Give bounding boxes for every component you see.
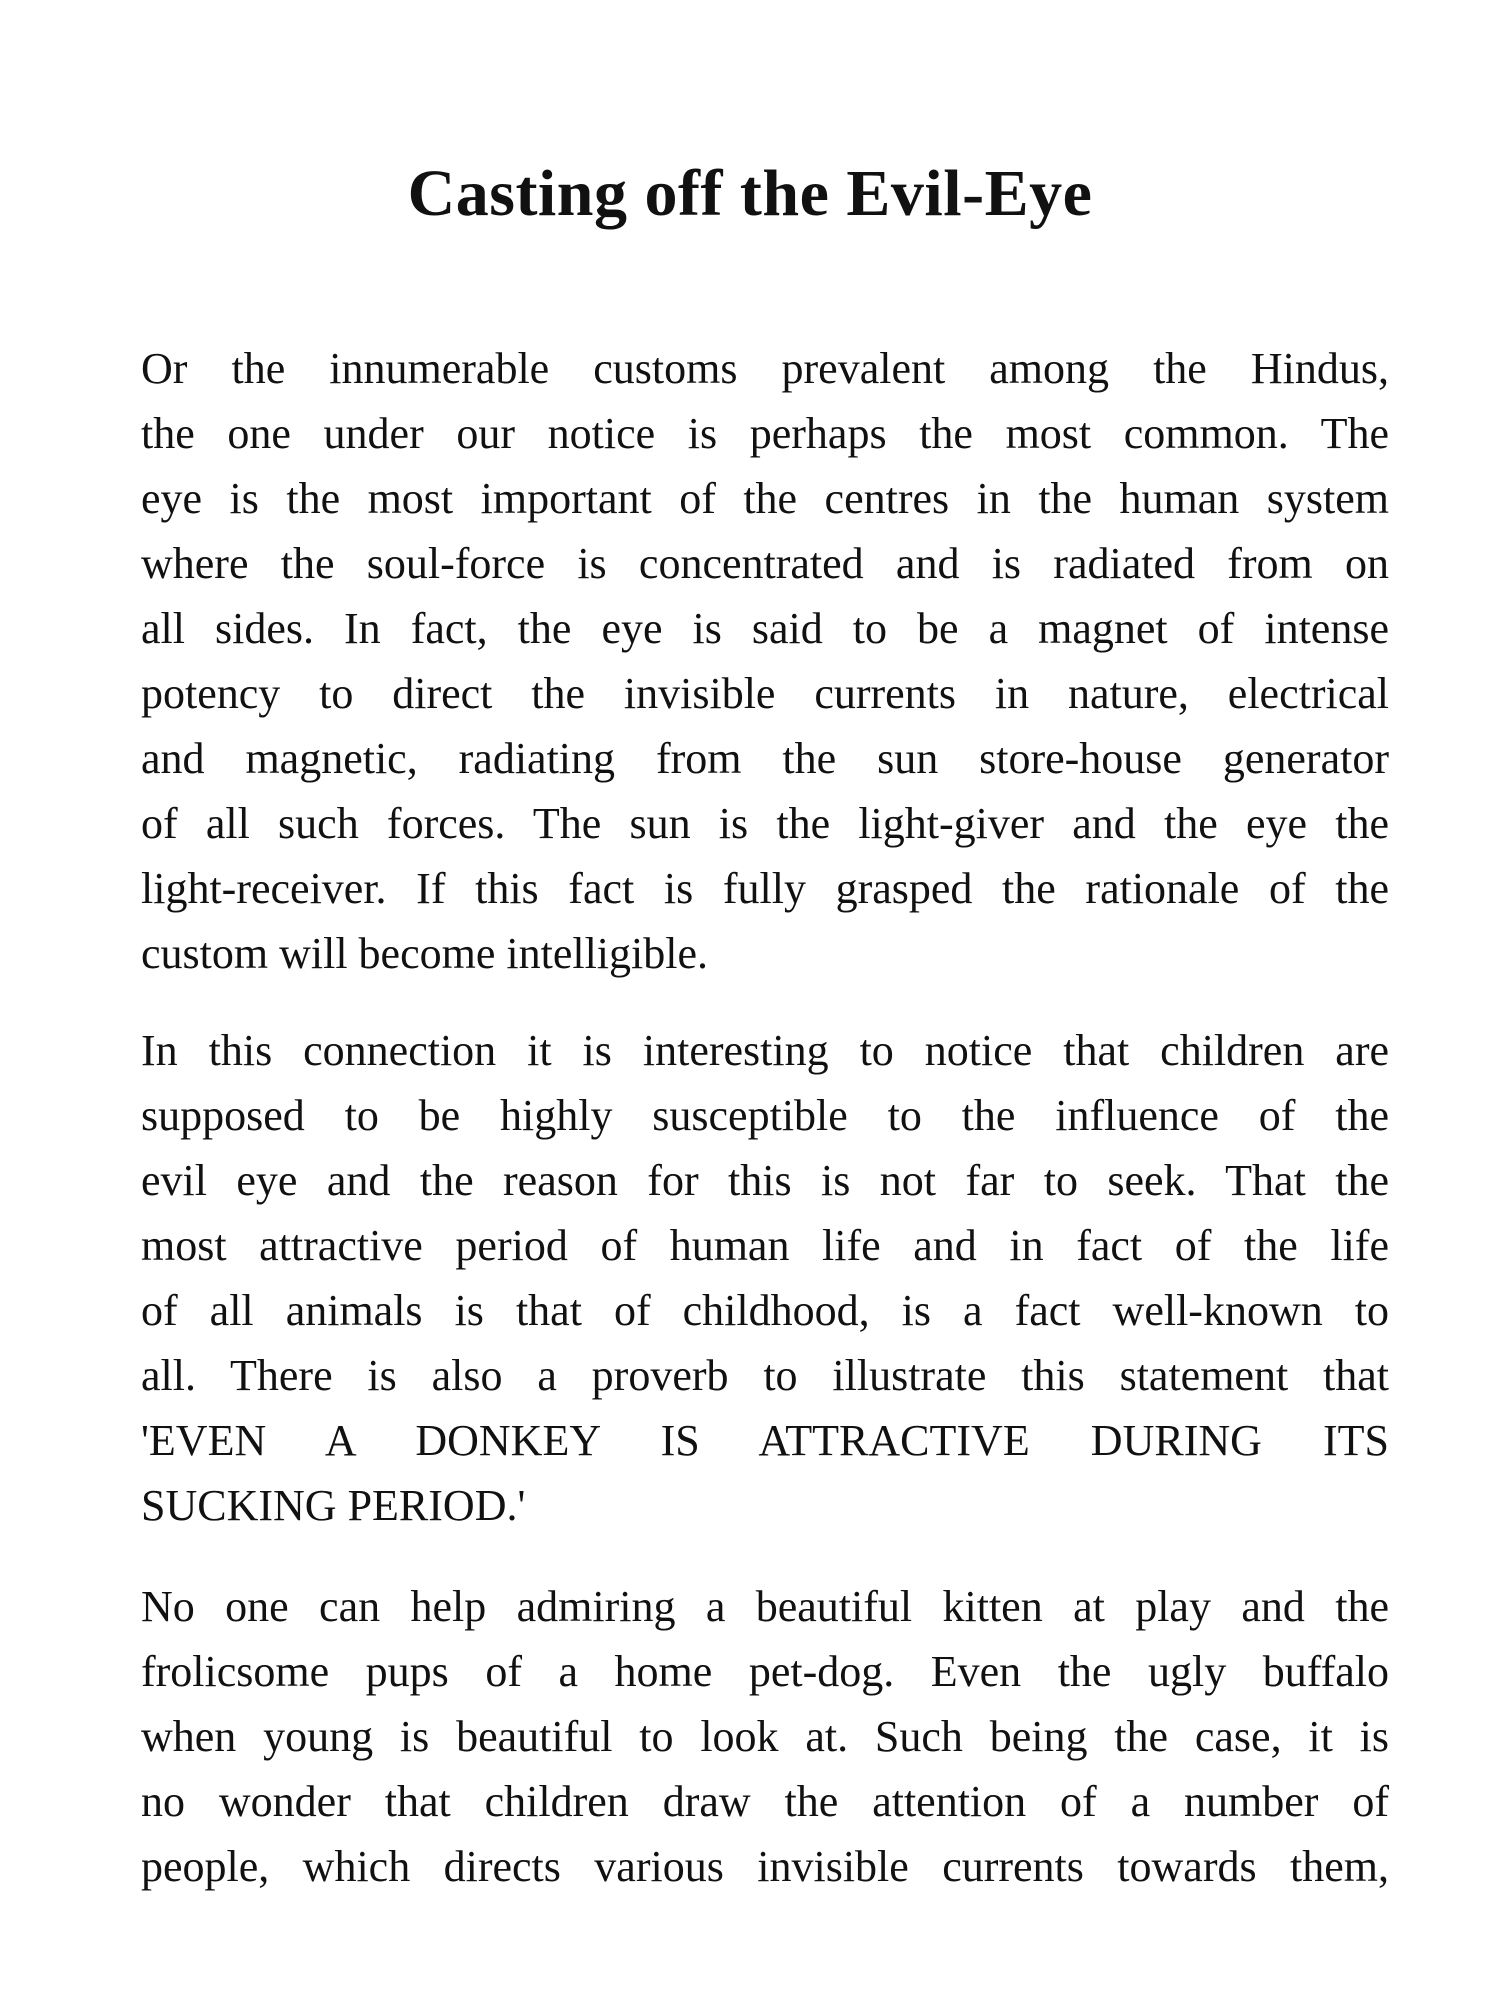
text-line: 'EVEN A DONKEY IS ATTRACTIVE DURING ITS [141, 1416, 1389, 1465]
paragraph-2 [141, 1018, 1389, 1538]
text-line: Or the innumerable customs prevalent among the Hindus, [141, 344, 1389, 393]
text-line: where the soul-force is concentrated and is radiated from on [141, 539, 1389, 588]
text-line: SUCKING PERIOD.' [141, 1481, 526, 1530]
text-line: light-receiver. If this fact is fully grasped the rationale of the [141, 864, 1389, 913]
text-line: frolicsome pups of a home pet-dog. Even the ugly buffalo [141, 1647, 1389, 1696]
text-line: most attractive period of human life and in fact of the life [141, 1221, 1389, 1270]
text-line: supposed to be highly susceptible to the influence of the [141, 1091, 1389, 1140]
text-line: all. There is also a proverb to illustrate this statement that [141, 1351, 1389, 1400]
text-line: all sides. In fact, the eye is said to be a magnet of intense [141, 604, 1389, 653]
text-line: evil eye and the reason for this is not far to seek. That the [141, 1156, 1389, 1205]
text-line: when young is beautiful to look at. Such being the case, it is [141, 1712, 1389, 1761]
page-title: Casting off the Evil-Eye [407, 157, 1093, 231]
text-line: eye is the most important of the centres in the human system [141, 474, 1389, 523]
text-line: In this connection it is interesting to notice that children are [141, 1026, 1389, 1075]
text-line: No one can help admiring a beautiful kitten at play and the [141, 1582, 1389, 1631]
paragraph-3 [141, 1574, 1389, 1899]
text-line: the one under our notice is perhaps the most common. The [141, 409, 1389, 458]
text-line: custom will become intelligible. [141, 929, 708, 978]
text-line: potency to direct the invisible currents in nature, electrical [141, 669, 1389, 718]
text-line: no wonder that children draw the attention of a number of [141, 1777, 1389, 1826]
text-line: and magnetic, radiating from the sun store-house generator [141, 734, 1389, 783]
text-line: people, which directs various invisible currents towards them, [141, 1842, 1389, 1891]
paragraph-1 [141, 336, 1389, 986]
text-line: of all animals is that of childhood, is a fact well-known to [141, 1286, 1389, 1335]
text-line: of all such forces. The sun is the light-giver and the eye the [141, 799, 1389, 848]
